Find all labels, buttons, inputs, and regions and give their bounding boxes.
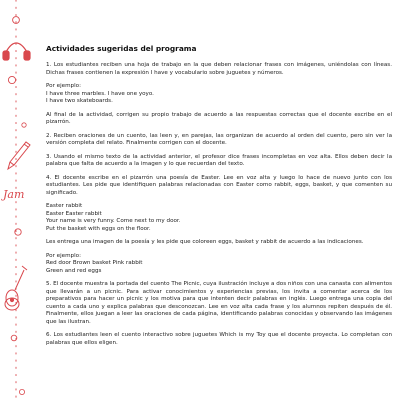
example-block-2 xyxy=(46,253,392,276)
activity-5: 5. El docente muestra la portada del cuento The Picnic, cuya ilustración incluye a dos niños con una canasta con alimentos que llevarán a un picnic. Para activar conocimientos y experiencias previas, los invita a comentar acerca de los preparativos para hacer un picnic y los motiva para que intenten decir palabras en inglés. Luego entrega una copia del cuento a cada uno y explica palabras que desconozcan. Lee en voz alta cada frase y los alumnos repiten después de él. Finalmente, ellos juegan a leer las oraciones de cada página, identificando palabras conocidas y observando las imágenes que las ilustran. xyxy=(46,281,392,325)
example-line: I have two skateboards. xyxy=(46,98,113,104)
activity-4: 4. El docente escribe en el pizarrón una poesía de Easter. Lee en voz alta y luego lo hace de nuevo junto con los estudiantes. Les pide que identifiquen palabras relacionadas con Easter como rabbit, eggs, basket, y que comenten su significado. xyxy=(46,174,392,196)
pencil-icon xyxy=(8,142,30,169)
headphones-icon xyxy=(3,43,30,60)
activity-6: 6. Los estudiantes leen el cuento interactivo sobre juguetes Which is my Toy que el docente proyecta. Lo completan con palabras que ellos eligen. xyxy=(46,332,392,346)
guitar-icon xyxy=(5,266,27,310)
margin-jam-text: Jam xyxy=(3,188,25,201)
example-label: Por ejemplo: xyxy=(46,252,81,259)
activity-2: 2. Reciben oraciones de un cuento, las leen y, en parejas, las organizan de acuerdo al orden del cuento, pero sin ver la versión completa del relato. Finalmente corrigen con el docente. xyxy=(46,132,392,146)
poem-block xyxy=(46,203,392,233)
margin-decoration xyxy=(0,0,40,400)
poem-line: Easter rabbit xyxy=(46,203,83,209)
activity-3: 3. Usando el mismo texto de la actividad anterior, el profesor dice frases incompletas en voz alta. Ellos deben decir la palabra que falta de acuerdo a la imagen y lo que recuerdan del texto. xyxy=(46,153,392,167)
poem-line: Put the basket with eggs on the floor. xyxy=(46,225,151,232)
document-body xyxy=(46,44,392,400)
poem-line: Easter Easter rabbit xyxy=(46,210,102,217)
activity-4-followup: Les entrega una imagen de la poesía y les pide que coloreen eggs, basket y rabbit de acuerdo a las indicaciones. xyxy=(46,239,364,245)
page-title: Actividades sugeridas del programa xyxy=(46,44,197,53)
example-label: Por ejemplo: xyxy=(46,83,81,89)
example-line: Red door Brown basket Pink rabbit xyxy=(46,260,143,266)
activity-1-followup: Al final de la actividad, corrigen su propio trabajo de acuerdo a las respuestas correctas que el docente escribe en el pizarrón. xyxy=(46,111,392,125)
example-line: I have three marbles. I have one yoyo. xyxy=(46,90,154,97)
activity-1: 1. Los estudiantes reciben una hoja de trabajo en la que deben relacionar frases con imágenes, uniéndolas con líneas. Dichas frases contienen la expresión I have y vocabulario sobre juguetes y números. xyxy=(46,62,392,76)
example-line: Green and red eggs xyxy=(46,267,102,274)
example-block-1 xyxy=(46,83,392,106)
poem-line: Your name is very funny. Come next to my door. xyxy=(46,218,181,224)
